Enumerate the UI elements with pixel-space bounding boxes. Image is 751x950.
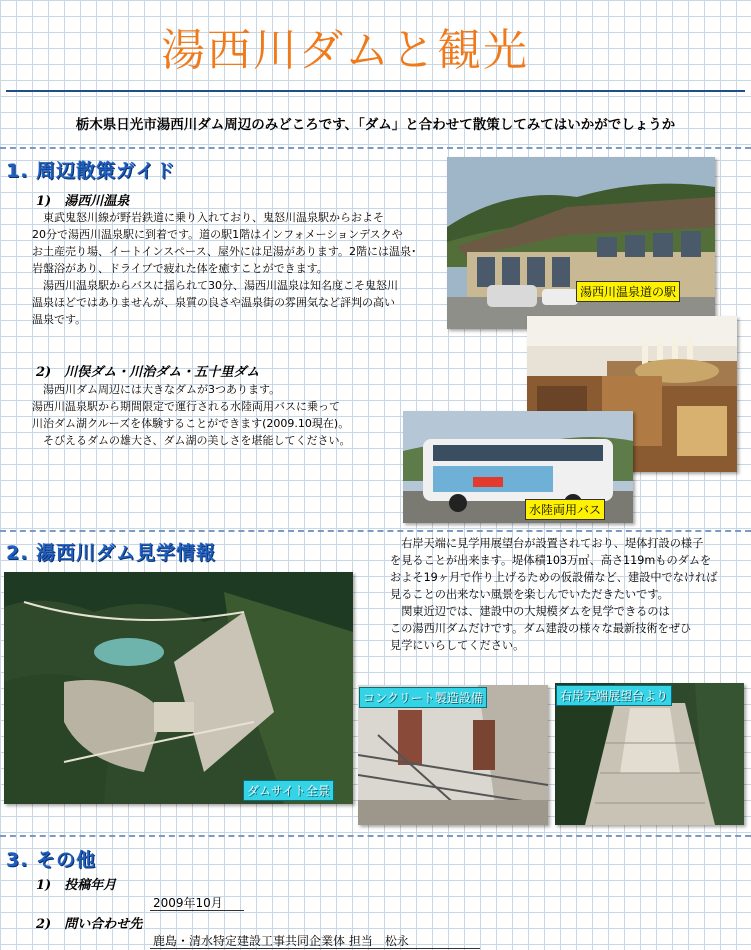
text-line: 湯西川温泉駅からバスに揺られて30分、湯西川温泉は知名度こそ鬼怒川: [32, 279, 398, 292]
text-line: 右岸天端に見学用展望台が設置されており、堤体打設の様子: [390, 537, 704, 550]
text-line: 湯西川ダム周辺には大きなダムが3つあります。: [32, 383, 281, 396]
section-divider-3: [0, 835, 751, 837]
text-line: を見ることが出来ます。堤体積103万㎥、高さ119mものダムを: [390, 554, 712, 567]
title-underline: [6, 90, 745, 92]
station-photo-caption: 湯西川温泉道の駅: [576, 281, 680, 302]
page-title: 湯西川ダムと観光: [161, 25, 529, 76]
bus-photo-caption: 水陸両用バス: [525, 499, 605, 520]
section-divider-2: [0, 530, 751, 532]
overlook-photo-caption: 右岸天端展望台より: [556, 685, 672, 706]
text-line: 見学にいらしてください。: [390, 639, 525, 652]
text-line: 見ることの出来ない風景を楽しんでいただきたいです。: [390, 588, 669, 601]
text-line: 関東近辺では、建設中の大規模ダムを見学できるのは: [390, 605, 670, 618]
text-line: この湯西川ダムだけです。ダム建設の様々な最新技術をぜひ: [390, 622, 692, 635]
text-line: 湯西川温泉駅から期間限定で運行される水陸両用バスに乗って: [32, 400, 340, 413]
page-subtitle: 栃木県日光市湯西川ダム周辺のみどころです、「ダム」と合わせて散策してみてはいかがでしょうか: [75, 117, 676, 133]
contact-info: 鹿島・清水特定建設工事共同企業体 担当 松永: [153, 934, 409, 948]
date-underline: [150, 910, 244, 911]
text-line: およそ19ヶ月で作り上げるための仮設備など、建設中でなければ: [390, 571, 718, 584]
text-line: 川治ダム湖クルーズを体験することができます(2009.10現在)。: [32, 417, 350, 430]
section1-heading: 1. 周辺散策ガイド: [6, 160, 176, 182]
section3-sub2-heading: 2) 問い合わせ先: [36, 917, 143, 932]
text-line: 20分で湯西川温泉駅に到着です。道の駅1階はインフォメーションデスクや: [32, 228, 403, 241]
post-date: 2009年10月: [153, 896, 223, 910]
dam-site-photo-caption: ダムサイト全景: [243, 780, 334, 801]
section1-sub2-heading: 2) 川俣ダム・川治ダム・五十里ダム: [36, 365, 260, 380]
text-line: 東武鬼怒川線が野岩鉄道に乗り入れており、鬼怒川温泉駅からおよそ: [32, 211, 384, 224]
section1-sub1-text: [32, 209, 452, 328]
dam-site-photo: [4, 572, 353, 804]
dam-site-photo-image: [4, 572, 353, 804]
text-line: そびえるダムの雄大さ、ダム湖の美しさを堪能してください。: [32, 434, 351, 447]
section2-heading: 2. 湯西川ダム見学情報: [6, 542, 217, 564]
concrete-plant-photo-caption: コンクリート製造設備: [359, 687, 487, 708]
section2-text: [390, 535, 745, 654]
text-line: 温泉ほどではありませんが、泉質の良さや温泉街の雰囲気など評判の高い: [32, 296, 395, 309]
section1-sub2-text: [32, 381, 402, 449]
station-photo: [447, 157, 715, 329]
text-line: お土産売り場、イートインスペース、屋外には足湯があります。2階には温泉･: [32, 245, 417, 258]
section-divider-1: [0, 147, 751, 149]
text-line: 温泉です。: [32, 313, 87, 326]
contact-underline: [150, 948, 480, 949]
text-line: 岩盤浴があり、ドライブで疲れた体を癒すことができます。: [32, 262, 328, 275]
section1-sub1-heading: 1) 湯西川温泉: [36, 194, 130, 209]
station-photo-image: [447, 157, 715, 329]
section3-heading: 3. その他: [6, 849, 97, 871]
section3-sub1-heading: 1) 投稿年月: [36, 878, 117, 893]
